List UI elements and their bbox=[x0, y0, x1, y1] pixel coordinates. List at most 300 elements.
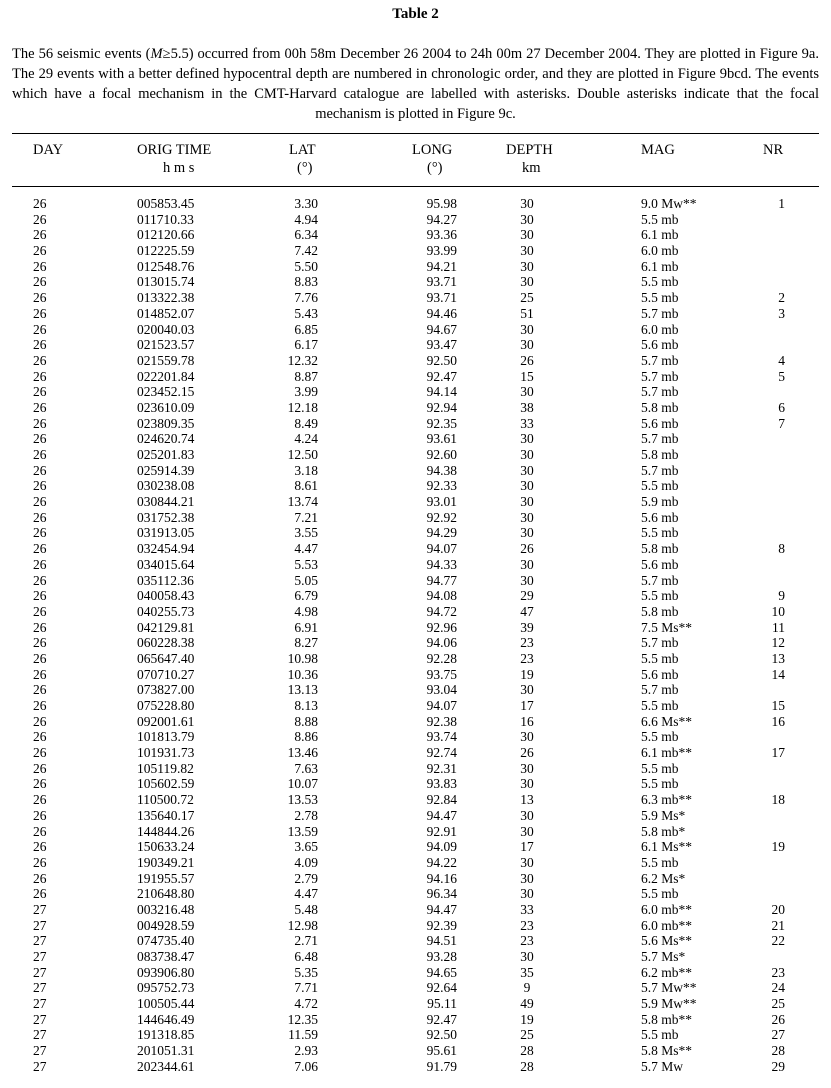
cell-lat: 3.18 bbox=[294, 462, 318, 478]
cell-long: 94.67 bbox=[426, 321, 457, 337]
table-row bbox=[0, 776, 831, 792]
cell-nr: 1 bbox=[778, 196, 785, 211]
cell-lat: 2.71 bbox=[294, 933, 318, 949]
cell-orig-time: 031752.38 bbox=[137, 509, 195, 525]
cell-mag: 5.8 Ms** bbox=[641, 1043, 693, 1059]
cell-day: 26 bbox=[33, 321, 47, 337]
cell-day: 26 bbox=[33, 823, 47, 839]
cell-lat: 3.99 bbox=[294, 384, 318, 400]
cell-mag: 5.7 mb bbox=[641, 352, 679, 368]
cell-orig-time: 023610.09 bbox=[137, 399, 195, 415]
cell-orig-time: 012225.59 bbox=[137, 243, 195, 259]
cell-depth: 30 bbox=[520, 854, 534, 870]
cell-lat: 3.55 bbox=[294, 525, 318, 541]
cell-mag: 6.1 mb bbox=[641, 258, 679, 274]
cell-lat: 10.36 bbox=[287, 666, 318, 682]
cell-mag: 5.7 Mw bbox=[641, 1058, 684, 1074]
cell-nr: 25 bbox=[771, 996, 785, 1012]
cell-lat: 6.85 bbox=[294, 321, 318, 337]
cell-depth: 19 bbox=[520, 1011, 534, 1027]
cell-orig-time: 100505.44 bbox=[137, 996, 195, 1012]
cell-depth: 30 bbox=[520, 682, 534, 698]
cell-mag: 5.8 mb bbox=[641, 603, 679, 619]
cell-long: 96.34 bbox=[426, 886, 457, 902]
cell-lat: 10.07 bbox=[287, 776, 318, 792]
table-row bbox=[0, 447, 831, 463]
cell-long: 93.74 bbox=[426, 729, 457, 745]
cell-nr: 15 bbox=[771, 698, 785, 713]
cell-depth: 30 bbox=[520, 211, 534, 227]
cell-long: 94.07 bbox=[426, 698, 457, 713]
cell-long: 92.35 bbox=[426, 415, 457, 431]
table-row bbox=[0, 212, 831, 228]
cell-day: 27 bbox=[33, 1011, 47, 1027]
cell-depth: 30 bbox=[520, 227, 534, 243]
cell-lat: 6.91 bbox=[294, 619, 318, 635]
cell-day: 27 bbox=[33, 1027, 47, 1043]
cell-depth: 30 bbox=[520, 556, 534, 572]
cell-lat: 2.78 bbox=[294, 807, 318, 823]
cell-mag: 5.6 Ms** bbox=[641, 933, 693, 949]
cell-depth: 9 bbox=[523, 980, 531, 996]
cell-depth: 28 bbox=[520, 1058, 534, 1074]
table-row bbox=[0, 855, 831, 871]
header-depth-units: km bbox=[522, 160, 541, 176]
table-row bbox=[0, 416, 831, 432]
cell-day: 26 bbox=[33, 368, 47, 384]
cell-orig-time: 013015.74 bbox=[137, 274, 195, 290]
cell-lat: 12.50 bbox=[287, 447, 318, 462]
table-row bbox=[0, 604, 831, 620]
table-row bbox=[0, 431, 831, 447]
cell-nr: 24 bbox=[771, 980, 785, 996]
cell-lat: 7.71 bbox=[294, 980, 318, 996]
cell-mag: 5.5 mb bbox=[641, 588, 679, 604]
cell-nr: 14 bbox=[771, 666, 785, 682]
cell-lat: 8.86 bbox=[294, 729, 318, 745]
cell-day: 26 bbox=[33, 352, 47, 368]
cell-depth: 30 bbox=[520, 258, 534, 274]
cell-day: 26 bbox=[33, 792, 47, 808]
cell-mag: 6.1 mb** bbox=[641, 745, 693, 761]
cell-depth: 33 bbox=[520, 901, 534, 917]
table-row bbox=[0, 651, 831, 667]
cell-nr: 13 bbox=[771, 650, 785, 666]
cell-day: 26 bbox=[33, 635, 47, 651]
cell-lat: 2.93 bbox=[294, 1043, 318, 1059]
cell-orig-time: 070710.27 bbox=[137, 666, 195, 682]
table-row bbox=[0, 557, 831, 573]
cell-depth: 17 bbox=[520, 698, 534, 713]
table-caption bbox=[12, 44, 819, 124]
cell-orig-time: 030844.21 bbox=[137, 494, 195, 510]
cell-day: 27 bbox=[33, 980, 47, 996]
cell-lat: 11.59 bbox=[288, 1027, 318, 1043]
caption-pre: The 56 seismic events ( bbox=[12, 46, 151, 62]
table-row bbox=[0, 620, 831, 636]
table-row bbox=[0, 980, 831, 996]
cell-depth: 30 bbox=[520, 337, 534, 353]
cell-nr: 6 bbox=[778, 399, 785, 415]
cell-depth: 17 bbox=[520, 839, 534, 855]
cell-day: 26 bbox=[33, 541, 47, 557]
cell-day: 26 bbox=[33, 619, 47, 635]
cell-long: 92.47 bbox=[426, 368, 457, 384]
cell-long: 93.71 bbox=[426, 290, 457, 306]
table-row bbox=[0, 525, 831, 541]
cell-mag: 5.5 mb bbox=[641, 211, 679, 227]
cell-orig-time: 144844.26 bbox=[137, 823, 195, 839]
cell-day: 26 bbox=[33, 447, 47, 462]
cell-long: 94.21 bbox=[426, 258, 457, 274]
cell-mag: 6.1 mb bbox=[641, 227, 679, 243]
cell-depth: 23 bbox=[520, 933, 534, 949]
header-mag: MAG bbox=[641, 142, 675, 158]
cell-mag: 7.5 Ms** bbox=[641, 619, 693, 635]
cell-long: 92.64 bbox=[426, 980, 457, 996]
cell-mag: 5.7 mb bbox=[641, 384, 679, 400]
cell-depth: 29 bbox=[520, 588, 534, 604]
cell-long: 92.91 bbox=[426, 823, 457, 839]
cell-lat: 8.61 bbox=[294, 478, 318, 494]
cell-mag: 5.5 mb bbox=[641, 274, 679, 290]
cell-mag: 5.6 mb bbox=[641, 415, 679, 431]
cell-depth: 39 bbox=[520, 619, 534, 635]
table-row bbox=[0, 1012, 831, 1028]
cell-lat: 3.30 bbox=[294, 196, 318, 211]
table-row bbox=[0, 698, 831, 714]
cell-day: 26 bbox=[33, 886, 47, 902]
table-row bbox=[0, 808, 831, 824]
cell-orig-time: 012548.76 bbox=[137, 258, 195, 274]
cell-lat: 6.48 bbox=[294, 949, 318, 964]
cell-day: 27 bbox=[33, 964, 47, 980]
cell-depth: 30 bbox=[520, 384, 534, 400]
cell-mag: 5.5 mb bbox=[641, 729, 679, 745]
cell-long: 94.06 bbox=[426, 635, 457, 651]
cell-lat: 13.74 bbox=[287, 494, 318, 510]
table-row bbox=[0, 996, 831, 1012]
magnitude-symbol: M bbox=[150, 46, 163, 62]
cell-depth: 30 bbox=[520, 949, 534, 964]
cell-day: 26 bbox=[33, 258, 47, 274]
cell-long: 94.09 bbox=[426, 839, 457, 855]
table-row bbox=[0, 494, 831, 510]
cell-mag: 5.7 mb bbox=[641, 368, 679, 384]
cell-depth: 30 bbox=[520, 760, 534, 776]
cell-orig-time: 083738.47 bbox=[137, 949, 195, 964]
cell-depth: 23 bbox=[520, 635, 534, 651]
cell-orig-time: 021523.57 bbox=[137, 337, 195, 353]
cell-day: 26 bbox=[33, 729, 47, 745]
cell-lat: 8.88 bbox=[294, 713, 318, 729]
table-row bbox=[0, 1043, 831, 1059]
cell-day: 26 bbox=[33, 462, 47, 478]
cell-lat: 4.47 bbox=[294, 541, 318, 557]
cell-orig-time: 092001.61 bbox=[137, 713, 195, 729]
cell-mag: 5.9 Ms* bbox=[641, 807, 686, 823]
cell-lat: 13.46 bbox=[287, 745, 318, 761]
table-row bbox=[0, 478, 831, 494]
cell-orig-time: 013322.38 bbox=[137, 290, 195, 306]
cell-mag: 5.7 mb bbox=[641, 635, 679, 651]
cell-mag: 5.9 Mw** bbox=[641, 996, 697, 1012]
cell-lat: 13.53 bbox=[287, 792, 318, 808]
cell-nr: 9 bbox=[778, 588, 785, 604]
cell-day: 27 bbox=[33, 996, 47, 1012]
cell-orig-time: 024620.74 bbox=[137, 431, 195, 447]
cell-mag: 5.5 mb bbox=[641, 1027, 679, 1043]
cell-depth: 25 bbox=[520, 290, 534, 306]
table-row bbox=[0, 196, 831, 212]
table-row bbox=[0, 918, 831, 934]
cell-lat: 5.50 bbox=[294, 258, 318, 274]
cell-mag: 5.6 mb bbox=[641, 666, 679, 682]
cell-lat: 5.48 bbox=[294, 901, 318, 917]
cell-long: 94.27 bbox=[426, 211, 457, 227]
cell-depth: 30 bbox=[520, 196, 534, 211]
cell-lat: 8.13 bbox=[294, 698, 318, 713]
cell-orig-time: 075228.80 bbox=[137, 698, 195, 713]
cell-day: 26 bbox=[33, 745, 47, 761]
cell-long: 94.38 bbox=[426, 462, 457, 478]
table-row bbox=[0, 259, 831, 275]
cell-mag: 5.6 mb bbox=[641, 337, 679, 353]
table-row bbox=[0, 1059, 831, 1075]
cell-orig-time: 023809.35 bbox=[137, 415, 195, 431]
cell-long: 93.01 bbox=[426, 494, 457, 510]
cell-long: 95.61 bbox=[426, 1043, 457, 1059]
cell-day: 26 bbox=[33, 494, 47, 510]
cell-day: 26 bbox=[33, 572, 47, 588]
cell-depth: 30 bbox=[520, 870, 534, 886]
cell-mag: 5.5 mb bbox=[641, 776, 679, 792]
cell-long: 94.33 bbox=[426, 556, 457, 572]
table-row bbox=[0, 682, 831, 698]
cell-orig-time: 093906.80 bbox=[137, 964, 195, 980]
table-row bbox=[0, 510, 831, 526]
cell-depth: 30 bbox=[520, 509, 534, 525]
cell-long: 94.47 bbox=[426, 901, 457, 917]
header-long: LONG bbox=[412, 142, 453, 158]
cell-day: 26 bbox=[33, 666, 47, 682]
cell-depth: 30 bbox=[520, 525, 534, 541]
cell-mag: 9.0 Mw** bbox=[641, 196, 697, 211]
cell-day: 26 bbox=[33, 415, 47, 431]
cell-nr: 3 bbox=[778, 305, 785, 321]
cell-long: 93.61 bbox=[426, 431, 457, 447]
cell-nr: 4 bbox=[778, 352, 785, 368]
cell-mag: 6.3 mb** bbox=[641, 792, 693, 808]
cell-nr: 5 bbox=[778, 368, 785, 384]
cell-day: 26 bbox=[33, 243, 47, 259]
header-nr: NR bbox=[763, 142, 784, 158]
cell-lat: 3.65 bbox=[294, 839, 318, 855]
cell-long: 92.50 bbox=[426, 352, 457, 368]
cell-depth: 30 bbox=[520, 447, 534, 462]
cell-day: 26 bbox=[33, 211, 47, 227]
cell-day: 27 bbox=[33, 917, 47, 933]
cell-long: 92.84 bbox=[426, 792, 457, 808]
cell-mag: 5.7 mb bbox=[641, 431, 679, 447]
cell-nr: 16 bbox=[771, 713, 785, 729]
table-body bbox=[0, 196, 831, 1075]
header-day: DAY bbox=[33, 142, 64, 158]
cell-orig-time: 025914.39 bbox=[137, 462, 195, 478]
cell-orig-time: 021559.78 bbox=[137, 352, 195, 368]
cell-long: 91.79 bbox=[426, 1058, 457, 1074]
cell-depth: 35 bbox=[520, 964, 534, 980]
cell-lat: 4.24 bbox=[294, 431, 318, 447]
cell-day: 26 bbox=[33, 603, 47, 619]
cell-orig-time: 031913.05 bbox=[137, 525, 195, 541]
cell-long: 94.14 bbox=[426, 384, 457, 400]
table-title: Table 2 bbox=[392, 6, 439, 22]
cell-orig-time: 150633.24 bbox=[137, 839, 195, 855]
cell-long: 93.71 bbox=[426, 274, 457, 290]
cell-depth: 47 bbox=[520, 603, 534, 619]
cell-day: 26 bbox=[33, 713, 47, 729]
cell-depth: 30 bbox=[520, 494, 534, 510]
cell-long: 92.31 bbox=[426, 760, 457, 776]
cell-nr: 18 bbox=[771, 792, 785, 808]
cell-mag: 5.7 mb bbox=[641, 682, 679, 698]
cell-mag: 5.8 mb bbox=[641, 399, 679, 415]
table-row bbox=[0, 871, 831, 887]
cell-lat: 8.27 bbox=[294, 635, 318, 651]
cell-lat: 5.43 bbox=[294, 305, 318, 321]
cell-mag: 6.6 Ms** bbox=[641, 713, 693, 729]
cell-mag: 5.5 mb bbox=[641, 525, 679, 541]
cell-depth: 30 bbox=[520, 807, 534, 823]
cell-long: 92.39 bbox=[426, 917, 457, 933]
table-row bbox=[0, 274, 831, 290]
cell-lat: 12.98 bbox=[287, 917, 318, 933]
cell-nr: 2 bbox=[778, 290, 785, 306]
cell-orig-time: 005853.45 bbox=[137, 196, 195, 211]
header-lat: LAT bbox=[289, 142, 316, 158]
caption-post: ≥5.5) occurred from 00h 58m December 26 2004 to 24h 00m 27 December 2004. They are plotted in Figure 9a. The 29 events with a better defined hypocentral depth are numbered in chronologic order, and they are plotted in Figure 9bcd. The events which have a focal mechanism in the CMT-Harvard catalogue are labelled with asterisks. Double asterisks indicate that the focal mechanism is plotted in Figure 9c. bbox=[12, 46, 819, 122]
cell-long: 92.94 bbox=[426, 399, 457, 415]
cell-depth: 16 bbox=[520, 713, 534, 729]
cell-long: 94.77 bbox=[426, 572, 457, 588]
cell-lat: 4.98 bbox=[294, 603, 318, 619]
table-top-rule bbox=[12, 133, 819, 134]
cell-mag: 6.0 mb bbox=[641, 321, 679, 337]
header-orig-time-units: h m s bbox=[163, 160, 195, 176]
cell-lat: 8.83 bbox=[294, 274, 318, 290]
cell-day: 26 bbox=[33, 305, 47, 321]
cell-day: 26 bbox=[33, 290, 47, 306]
cell-day: 27 bbox=[33, 901, 47, 917]
cell-nr: 19 bbox=[771, 839, 785, 855]
cell-mag: 5.6 mb bbox=[641, 556, 679, 572]
cell-long: 94.29 bbox=[426, 525, 457, 541]
cell-day: 26 bbox=[33, 337, 47, 353]
cell-orig-time: 022201.84 bbox=[137, 368, 195, 384]
cell-orig-time: 095752.73 bbox=[137, 980, 195, 996]
table-row bbox=[0, 337, 831, 353]
cell-orig-time: 040058.43 bbox=[137, 588, 195, 604]
table-row bbox=[0, 369, 831, 385]
cell-long: 92.92 bbox=[426, 509, 457, 525]
cell-orig-time: 105119.82 bbox=[137, 760, 194, 776]
cell-mag: 5.8 mb* bbox=[641, 823, 686, 839]
cell-day: 26 bbox=[33, 196, 47, 211]
cell-lat: 6.34 bbox=[294, 227, 318, 243]
cell-day: 26 bbox=[33, 588, 47, 604]
cell-mag: 5.9 mb bbox=[641, 494, 679, 510]
cell-day: 26 bbox=[33, 478, 47, 494]
cell-lat: 4.09 bbox=[294, 854, 318, 870]
cell-mag: 6.2 Ms* bbox=[641, 870, 686, 886]
header-lat-units: (°) bbox=[297, 160, 313, 176]
cell-day: 27 bbox=[33, 1058, 47, 1074]
table-row bbox=[0, 902, 831, 918]
table-row bbox=[0, 353, 831, 369]
cell-depth: 30 bbox=[520, 572, 534, 588]
cell-orig-time: 030238.08 bbox=[137, 478, 195, 494]
table-row bbox=[0, 588, 831, 604]
cell-lat: 7.63 bbox=[294, 760, 318, 776]
table-row bbox=[0, 243, 831, 259]
cell-day: 26 bbox=[33, 839, 47, 855]
cell-orig-time: 060228.38 bbox=[137, 635, 195, 651]
cell-nr: 12 bbox=[771, 635, 785, 651]
cell-orig-time: 023452.15 bbox=[137, 384, 195, 400]
table-row bbox=[0, 290, 831, 306]
header-long-units: (°) bbox=[427, 160, 443, 176]
cell-depth: 23 bbox=[520, 650, 534, 666]
cell-nr: 20 bbox=[771, 901, 785, 917]
cell-long: 92.50 bbox=[426, 1027, 457, 1043]
cell-lat: 7.76 bbox=[294, 290, 318, 306]
table-row bbox=[0, 761, 831, 777]
cell-depth: 30 bbox=[520, 886, 534, 902]
cell-long: 93.28 bbox=[426, 949, 457, 964]
table-row bbox=[0, 573, 831, 589]
cell-depth: 19 bbox=[520, 666, 534, 682]
cell-day: 26 bbox=[33, 807, 47, 823]
cell-depth: 30 bbox=[520, 823, 534, 839]
cell-day: 26 bbox=[33, 854, 47, 870]
table-row bbox=[0, 541, 831, 557]
cell-orig-time: 034015.64 bbox=[137, 556, 195, 572]
cell-nr: 26 bbox=[771, 1011, 785, 1027]
cell-depth: 23 bbox=[520, 917, 534, 933]
table-row bbox=[0, 792, 831, 808]
cell-orig-time: 073827.00 bbox=[137, 682, 195, 698]
cell-depth: 30 bbox=[520, 321, 534, 337]
table-row bbox=[0, 933, 831, 949]
cell-depth: 30 bbox=[520, 243, 534, 259]
cell-mag: 5.5 mb bbox=[641, 478, 679, 494]
cell-mag: 6.0 mb** bbox=[641, 901, 693, 917]
cell-long: 93.47 bbox=[426, 337, 457, 353]
cell-day: 26 bbox=[33, 384, 47, 400]
cell-mag: 5.5 mb bbox=[641, 886, 679, 902]
cell-orig-time: 003216.48 bbox=[137, 901, 195, 917]
cell-mag: 5.5 mb bbox=[641, 760, 679, 776]
cell-nr: 10 bbox=[771, 603, 785, 619]
cell-depth: 49 bbox=[520, 996, 534, 1012]
cell-lat: 5.05 bbox=[294, 572, 318, 588]
cell-depth: 28 bbox=[520, 1043, 534, 1059]
table-header-rule bbox=[12, 186, 819, 187]
table-row bbox=[0, 384, 831, 400]
cell-orig-time: 012120.66 bbox=[137, 227, 195, 243]
cell-long: 92.74 bbox=[426, 745, 457, 761]
